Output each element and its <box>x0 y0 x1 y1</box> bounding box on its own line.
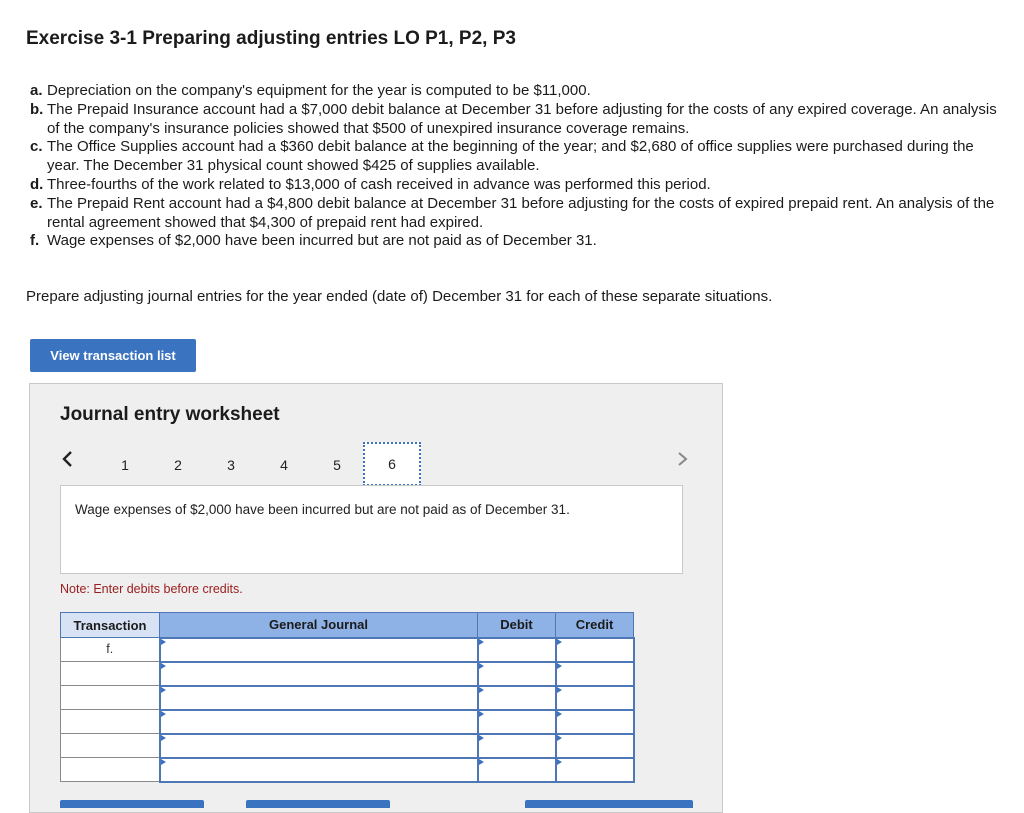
worksheet-title: Journal entry worksheet <box>60 404 280 425</box>
debit-input[interactable] <box>478 758 556 782</box>
account-input[interactable] <box>160 638 478 662</box>
column-header-transaction: Transaction <box>61 613 160 638</box>
table-row <box>61 710 634 734</box>
column-header-general-journal: General Journal <box>160 613 478 638</box>
tab-5[interactable]: 5 <box>333 457 341 473</box>
tab-6[interactable]: 6 <box>363 442 421 486</box>
record-entry-button[interactable] <box>60 800 204 808</box>
transaction-cell <box>61 758 160 782</box>
debit-input[interactable] <box>478 710 556 734</box>
general-journal-table <box>60 612 635 783</box>
list-item <box>30 232 1010 251</box>
tab-1[interactable]: 1 <box>121 457 129 473</box>
item-label: c. <box>30 138 43 156</box>
view-general-journal-button[interactable] <box>525 800 693 808</box>
item-label: d. <box>30 175 44 193</box>
item-text: The Prepaid Rent account had a $4,800 debit balance at December 31 before adjusting for the costs of expired prepaid rent. An analysis of the rental agreement showed that $4,300 of prepaid rent had expired. <box>47 194 995 231</box>
next-arrow-icon[interactable] <box>676 450 692 468</box>
entry-note: Note: Enter debits before credits. <box>60 582 243 596</box>
column-header-debit: Debit <box>478 613 556 638</box>
credit-input[interactable] <box>556 734 634 758</box>
credit-input[interactable] <box>556 686 634 710</box>
list-item <box>30 82 1010 101</box>
debit-input[interactable] <box>478 638 556 662</box>
list-item <box>30 138 1010 176</box>
debit-input[interactable] <box>478 662 556 686</box>
account-input[interactable] <box>160 686 478 710</box>
item-text: The Office Supplies account had a $360 debit balance at the beginning of the year; and $2,680 of office supplies were purchased during the year. The December 31 physical count showed $425 of supplies available. <box>47 138 974 175</box>
item-text: The Prepaid Insurance account had a $7,000 debit balance at December 31 before adjusting for the costs of any expired coverage. An analysis of the company's insurance policies showed that $500 of unexpired insurance coverage remains. <box>47 100 997 137</box>
item-label: a. <box>30 82 43 99</box>
list-item <box>30 195 1010 233</box>
credit-input[interactable] <box>556 638 634 662</box>
transaction-cell: f. <box>61 638 160 662</box>
table-row <box>61 758 634 782</box>
credit-input[interactable] <box>556 758 634 782</box>
transaction-cell <box>61 710 160 734</box>
table-row <box>61 662 634 686</box>
transaction-description: Wage expenses of $2,000 have been incurred but are not paid as of December 31. <box>60 485 683 574</box>
account-input[interactable] <box>160 710 478 734</box>
table-row <box>61 734 634 758</box>
item-text: Depreciation on the company's equipment for the year is computed to be $11,000. <box>47 82 591 99</box>
transaction-cell <box>61 662 160 686</box>
view-transaction-list-button[interactable]: View transaction list <box>30 339 196 372</box>
transaction-cell <box>61 686 160 710</box>
account-input[interactable] <box>160 758 478 782</box>
list-item <box>30 101 1010 139</box>
page-title: Exercise 3-1 Preparing adjusting entries LO P1, P2, P3 <box>26 28 516 49</box>
item-text: Wage expenses of $2,000 have been incurred but are not paid as of December 31. <box>47 232 597 250</box>
list-item <box>30 176 1010 195</box>
table-row <box>61 686 634 710</box>
item-label: f. <box>30 232 40 250</box>
column-header-credit: Credit <box>556 613 634 638</box>
table-row <box>61 638 634 662</box>
journal-entry-worksheet <box>29 383 723 813</box>
item-label: b. <box>30 100 44 118</box>
debit-input[interactable] <box>478 686 556 710</box>
account-input[interactable] <box>160 662 478 686</box>
tab-4[interactable]: 4 <box>280 457 288 473</box>
item-label: e. <box>30 194 43 212</box>
previous-arrow-icon[interactable] <box>60 450 76 468</box>
credit-input[interactable] <box>556 662 634 686</box>
instructions: Prepare adjusting journal entries for the year ended (date of) December 31 for each of these separate situations. <box>26 288 773 305</box>
tab-3[interactable]: 3 <box>227 457 235 473</box>
debit-input[interactable] <box>478 734 556 758</box>
transaction-cell <box>61 734 160 758</box>
item-text: Three-fourths of the work related to $13,000 of cash received in advance was performed this period. <box>47 175 711 193</box>
credit-input[interactable] <box>556 710 634 734</box>
clear-entry-button[interactable] <box>246 800 390 808</box>
tab-2[interactable]: 2 <box>174 457 182 473</box>
situation-list <box>30 82 1010 251</box>
account-input[interactable] <box>160 734 478 758</box>
